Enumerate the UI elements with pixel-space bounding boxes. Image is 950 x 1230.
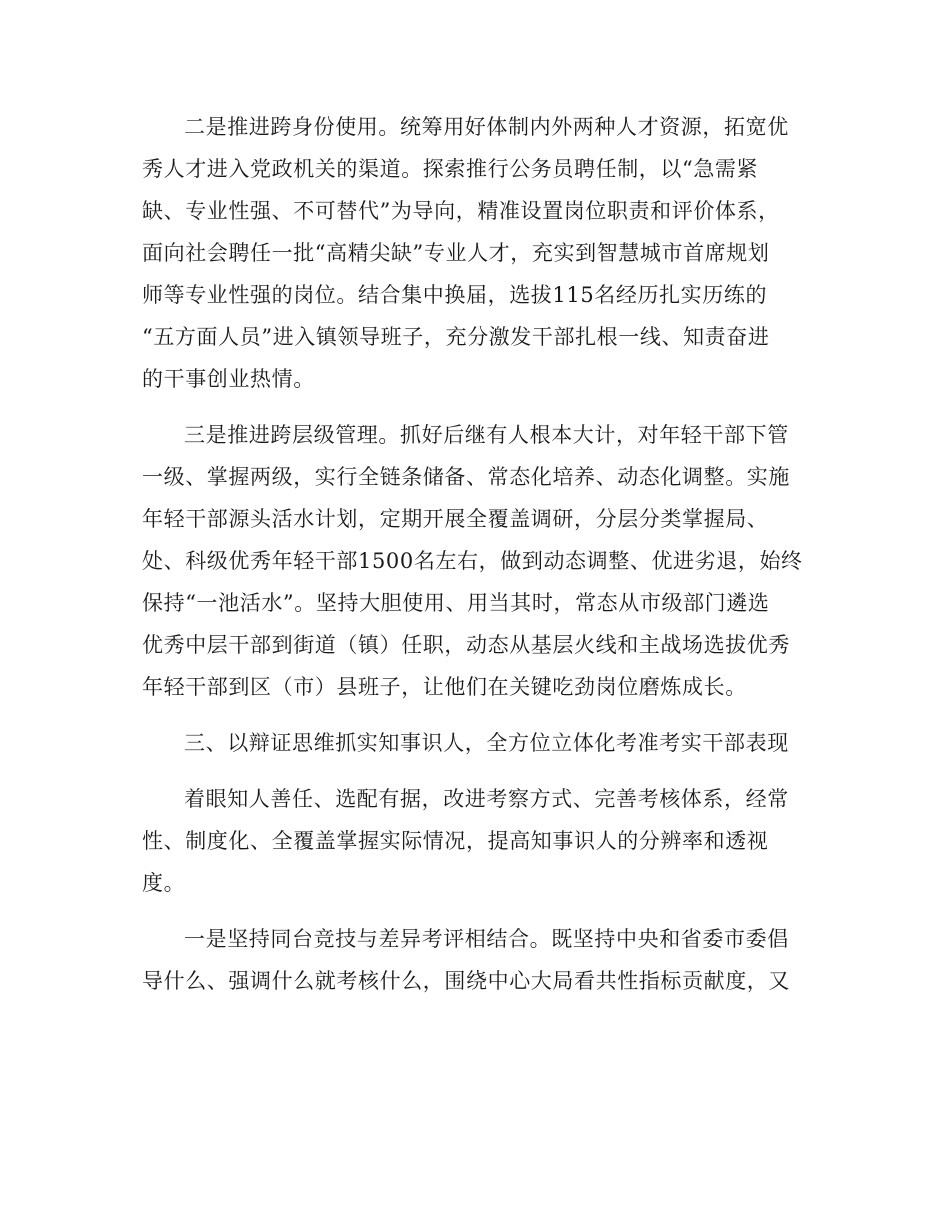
- text-line: 度。: [142, 871, 186, 895]
- text-line: 面向社会聘任一批“高精尖缺”专业人才，充实到智慧城市首席规划: [142, 241, 770, 265]
- text-line: 着眼知人善任、选配有据，改进考察方式、完善考核体系，经常: [184, 787, 789, 811]
- paragraph-gap: [142, 904, 804, 918]
- text-line: 年轻干部源头活水计划，定期开展全覆盖调研，分层分类掌握局、: [142, 507, 769, 531]
- text-line: 秀人才进入党政机关的渠道。探索推行公务员聘任制，以“急需紧: [142, 157, 759, 181]
- text-line: 三、以辩证思维抓实知事识人，全方位立体化考准考实干部表现: [184, 731, 789, 755]
- paragraph-gap: [142, 708, 804, 722]
- text-line: 一是坚持同台竞技与差异考评相结合。既坚持中央和省委市委倡: [184, 927, 789, 951]
- text-line: “五方面人员”进入镇领导班子，充分激发干部扎根一线、知责奋进: [142, 325, 770, 349]
- paragraph-same-stage: [142, 918, 804, 1002]
- section-heading: [142, 722, 804, 764]
- text-line: 缺、专业性强、不可替代”为导向，精准设置岗位职责和评价体系，: [142, 199, 780, 223]
- paragraph-cross-level: [142, 414, 804, 708]
- text-line: 三是推进跨层级管理。抓好后继有人根本大计，对年轻干部下管: [184, 423, 789, 447]
- text-line: 二是推进跨身份使用。统筹用好体制内外两种人才资源，拓宽优: [184, 115, 789, 139]
- text-line: 保持“一池活水”。坚持大胆使用、用当其时，常态从市级部门遴选: [142, 591, 770, 615]
- paragraph-gap: [142, 764, 804, 778]
- text-line: 一级、掌握两级，实行全链条储备、常态化培养、动态化调整。实施: [142, 465, 790, 489]
- text-line: 师等专业性强的岗位。结合集中换届，选拔115名经历扎实历练的: [142, 283, 768, 307]
- document-body: [142, 106, 804, 1002]
- text-line: 导什么、强调什么就考核什么，围绕中心大局看共性指标贡献度，又: [142, 969, 790, 993]
- paragraph-section-intro: [142, 778, 804, 904]
- text-line: 年轻干部到区（市）县班子，让他们在关键吃劲岗位磨炼成长。: [142, 675, 747, 699]
- paragraph-gap: [142, 400, 804, 414]
- text-line: 优秀中层干部到街道（镇）任职，动态从基层火线和主战场选拔优秀: [142, 633, 790, 657]
- text-line: 处、科级优秀年轻干部1500名左右，做到动态调整、优进劣退，始终: [142, 549, 803, 573]
- text-line: 的干事创业热情。: [142, 367, 315, 391]
- paragraph-cross-identity: [142, 106, 804, 400]
- text-line: 性、制度化、全覆盖掌握实际情况，提高知事识人的分辨率和透视: [142, 829, 769, 853]
